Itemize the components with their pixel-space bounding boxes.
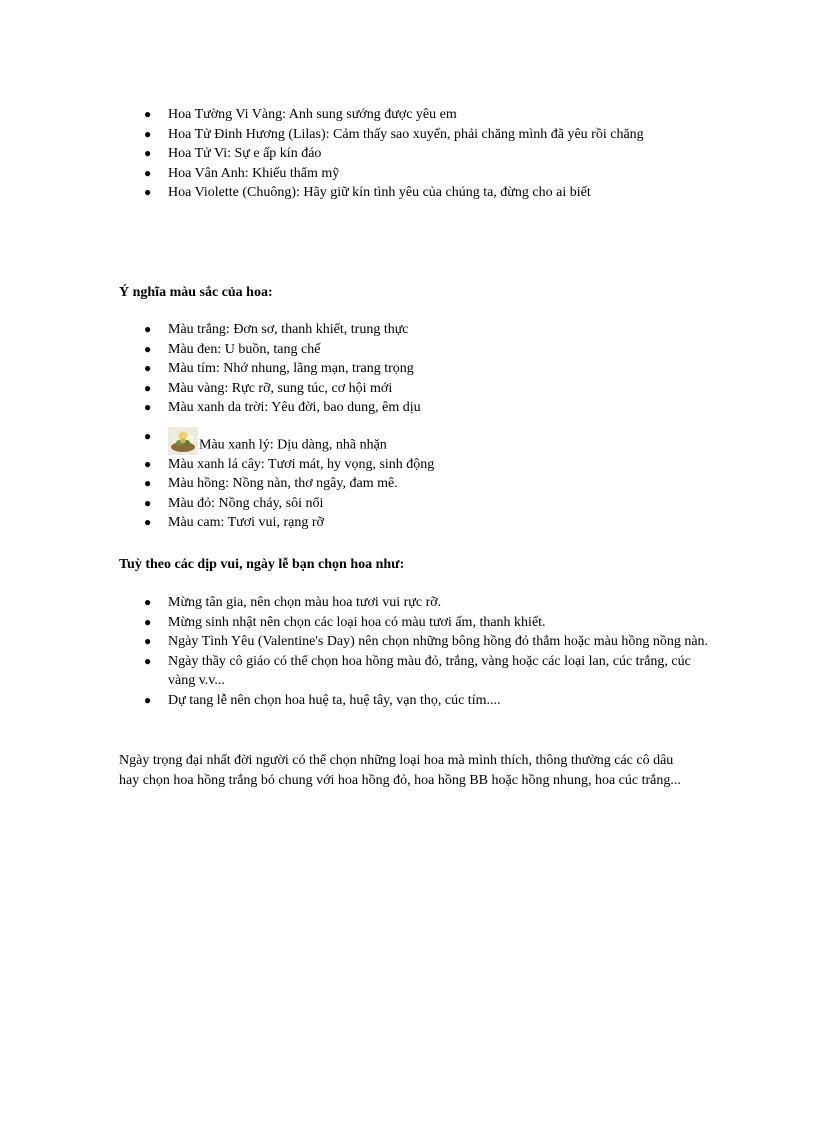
list-item: ● Màu trắng: Đơn sơ, thanh khiết, trung thực xyxy=(168,320,713,340)
colors-list xyxy=(140,320,713,533)
bullet-icon: ● xyxy=(144,653,152,668)
list-item: ● Màu xanh lý: Dịu dàng, nhã nhặn xyxy=(168,418,713,455)
list-item: ● Màu xanh da trời: Yêu đời, bao dung, êm dịu xyxy=(168,398,713,418)
flower-basket-icon xyxy=(168,427,198,455)
bullet-icon: ● xyxy=(144,107,152,121)
bullet-icon: ● xyxy=(144,476,152,490)
bullet-icon: ● xyxy=(144,146,152,160)
list-item: ● Mừng tân gia, nên chọn màu hoa tươi vui rực rỡ. xyxy=(168,593,713,613)
bullet-icon: ● xyxy=(144,515,152,529)
colors-heading: Ý nghĩa màu sắc của hoa: xyxy=(119,285,273,300)
wedding-paragraph: Ngày trọng đại nhất đời người có thể chọn những loại hoa mà mình thích, thông thường các cô dâu hay chọn hoa hồng trắng bó chung với hoa hồng đỏ, hoa hồng BB hoặc hồng nhung, hoa cúc trắng... xyxy=(119,753,681,788)
list-item: ● Ngày Tình Yêu (Valentine's Day) nên chọn những bông hồng đỏ thắm hoặc màu hồng nồng nàn. xyxy=(168,632,713,652)
bullet-icon: ● xyxy=(144,495,152,510)
flower-meanings-list xyxy=(140,105,713,203)
bullet-icon: ● xyxy=(144,380,152,395)
bullet-icon: ● xyxy=(144,428,152,443)
list-item: ● Hoa Tử Đinh Hương (Lilas): Cảm thấy sao xuyến, phải chăng mình đã yêu rồi chăng xyxy=(168,125,713,145)
list-item: ● Màu hồng: Nồng nàn, thơ ngây, đam mê. xyxy=(168,474,713,494)
list-item: ● Hoa Tử Vi: Sự e ấp kín đáo xyxy=(168,144,713,164)
flower-basket-image xyxy=(168,427,198,455)
list-item: ● Màu cam: Tươi vui, rạng rỡ xyxy=(168,513,713,533)
bullet-icon: ● xyxy=(144,322,152,336)
list-item: ● Hoa Violette (Chuông): Hãy giữ kín tình yêu của chúng ta, đừng cho ai biết xyxy=(168,183,713,203)
bullet-icon: ● xyxy=(144,185,152,199)
bullet-icon: ● xyxy=(144,614,152,629)
occasions-heading: Tuỳ theo các dịp vui, ngày lễ bạn chọn hoa như: xyxy=(119,557,405,572)
bullet-icon: ● xyxy=(144,341,152,356)
list-item: ● Hoa Vân Anh: Khiếu thẩm mỹ xyxy=(168,164,713,184)
list-item: ● Mừng sinh nhật nên chọn các loại hoa có màu tươi ấm, thanh khiết. xyxy=(168,613,713,633)
bullet-icon: ● xyxy=(144,361,152,375)
list-item: ● Màu đỏ: Nồng cháy, sôi nổi xyxy=(168,494,713,514)
list-item: ● Dự tang lễ nên chọn hoa huệ ta, huệ tây, vạn thọ, cúc tím.... xyxy=(168,691,713,711)
bullet-icon: ● xyxy=(144,400,152,414)
list-item: ● Màu tím: Nhớ nhung, lãng mạn, trang trọng xyxy=(168,359,713,379)
list-item: ● Màu đen: U buồn, tang chế xyxy=(168,340,713,360)
list-item: ● Màu vàng: Rực rỡ, sung túc, cơ hội mới xyxy=(168,379,713,399)
occasions-list xyxy=(140,593,713,710)
bullet-icon: ● xyxy=(144,456,152,471)
bullet-icon: ● xyxy=(144,165,152,180)
list-item: ● Ngày thầy cô giáo có thể chọn hoa hồng màu đỏ, trắng, vàng hoặc các loại lan, cúc trắng, cúc vàng v.v... xyxy=(144,653,691,688)
bullet-icon: ● xyxy=(144,126,152,141)
bullet-icon: ● xyxy=(144,692,152,707)
bullet-icon: ● xyxy=(144,634,152,648)
bullet-icon: ● xyxy=(144,595,152,609)
list-item: ● Màu xanh lá cây: Tươi mát, hy vọng, sinh động xyxy=(168,455,713,475)
list-item: ● Hoa Tường Vi Vàng: Anh sung sướng được yêu em xyxy=(168,105,713,125)
